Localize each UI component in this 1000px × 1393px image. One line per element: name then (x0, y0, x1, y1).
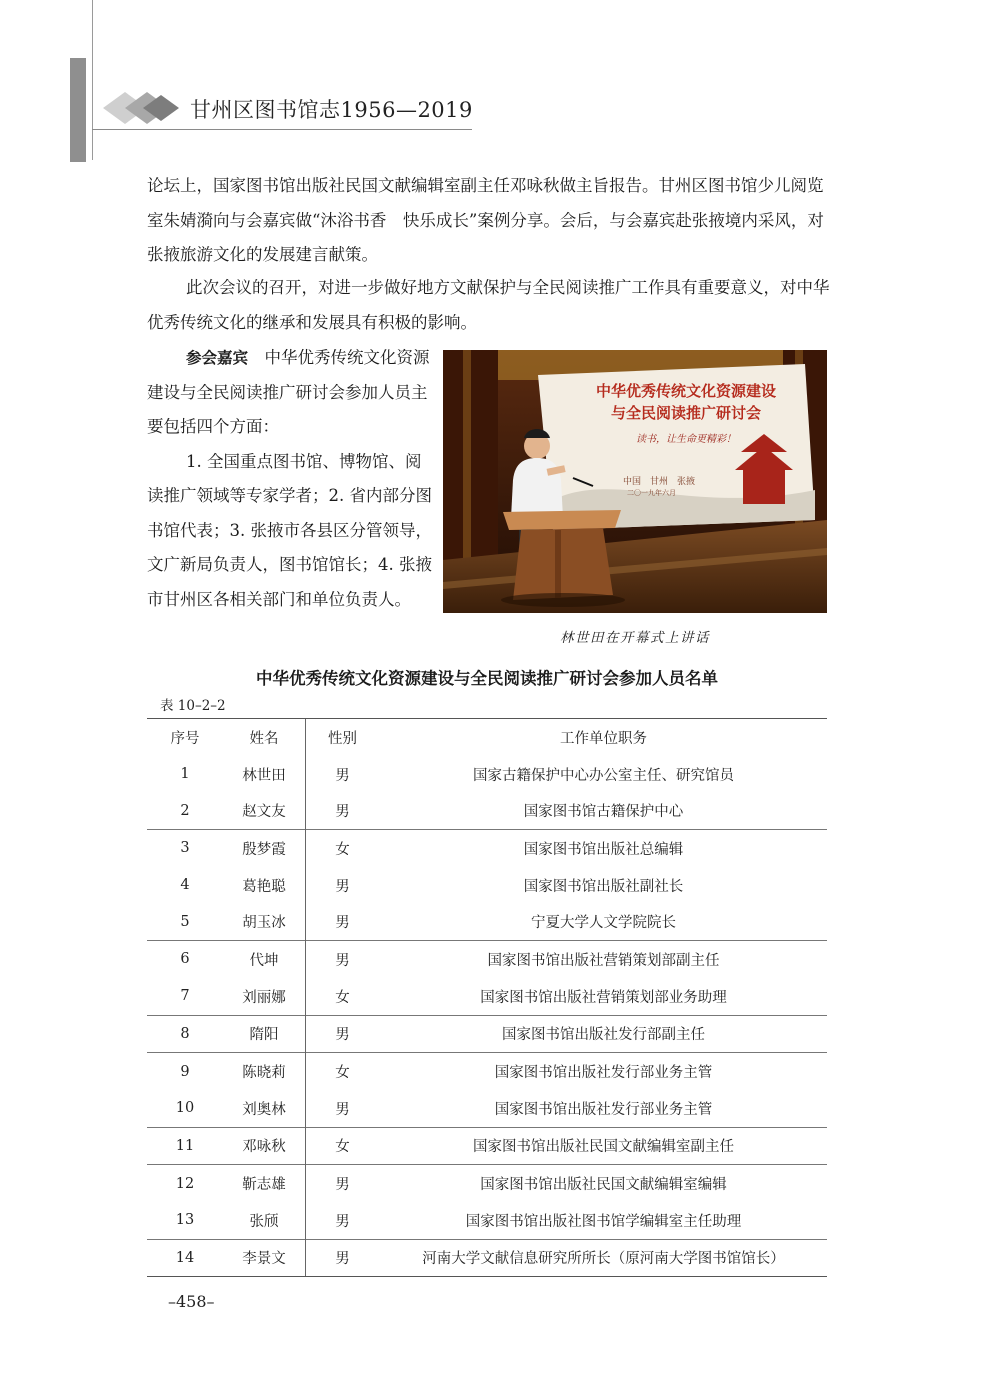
guests-list: 1. 全国重点图书馆、博物馆、阅读推广领域等专家学者；2. 省内部分图书馆代表；3. 张掖市各县区分管领导，文广新局负责人，图书馆馆长；4. 张掖市甘州区各相关部门和单位负责人。 (147, 451, 432, 609)
cell-position: 国家图书馆出版社营销策划部副主任 (487, 952, 720, 969)
banner-title-line-1: 中华优秀传统文化资源建设 (595, 382, 776, 400)
speaker-photo (443, 350, 827, 613)
cell-no: 10 (175, 1100, 195, 1117)
table-row (147, 1127, 827, 1165)
cell-position: 国家图书馆出版社图书馆学编辑室主任助理 (465, 1213, 742, 1230)
cell-position: 国家图书馆出版社发行部业务主管 (494, 1101, 713, 1118)
header-position: 工作单位职务 (560, 730, 647, 747)
cell-position: 国家图书馆出版社副社长 (523, 878, 684, 895)
cell-position: 国家图书馆出版社发行部业务主管 (494, 1065, 713, 1082)
cell-name: 靳志雄 (242, 1177, 286, 1194)
cell-name: 邓咏秋 (242, 1139, 286, 1156)
cell-gender: 男 (335, 878, 350, 895)
participants-table (147, 718, 827, 1277)
table-row (147, 903, 827, 940)
cell-gender: 男 (335, 1251, 350, 1268)
table-column-divider (305, 719, 306, 1276)
header-horizontal-rule (92, 129, 472, 130)
cell-name: 殷梦霞 (242, 841, 286, 858)
paragraph-significance (147, 271, 837, 340)
cell-name: 胡玉冰 (242, 915, 286, 932)
cell-no: 5 (180, 913, 190, 930)
cell-gender: 女 (335, 989, 350, 1006)
cell-gender: 男 (335, 1213, 350, 1230)
page-number: –458– (168, 1292, 215, 1311)
cell-no: 8 (180, 1025, 190, 1042)
header-diamond-ornament (103, 92, 185, 124)
guests-intro: 中华优秀传统文化资源建设与全民阅读推广研讨会参加人员主要包括四个方面： (147, 348, 430, 436)
cell-gender: 男 (335, 952, 350, 969)
cell-gender: 男 (335, 915, 350, 932)
cell-position: 国家图书馆出版社总编辑 (523, 841, 684, 858)
header-no: 序号 (170, 730, 200, 747)
cell-position: 国家图书馆出版社民国文献编辑室编辑 (480, 1177, 727, 1194)
table-body (147, 756, 827, 1277)
header-gender: 性别 (328, 730, 357, 747)
cell-gender: 女 (335, 841, 350, 858)
table-number: 表 10–2–2 (160, 698, 226, 714)
banner-date: 二〇一九年六月 (627, 489, 676, 497)
cell-no: 14 (175, 1249, 195, 1266)
cell-gender: 男 (335, 767, 350, 784)
cell-gender: 男 (335, 1101, 350, 1118)
cell-no: 11 (175, 1137, 195, 1154)
cell-no: 9 (180, 1063, 190, 1080)
cell-position: 国家图书馆古籍保护中心 (523, 804, 684, 821)
paragraph-guests (147, 341, 432, 617)
table-row (147, 1202, 827, 1239)
paragraph-significance-text: 此次会议的召开，对进一步做好地方文献保护与全民阅读推广工作具有重要意义，对中华优秀传统文化的继承和发展具有积极的影响。 (147, 278, 830, 332)
table-header-row (147, 719, 827, 756)
header-vertical-rule (92, 0, 93, 160)
cell-gender: 男 (335, 804, 350, 821)
cell-no: 13 (175, 1212, 195, 1229)
cell-no: 6 (180, 951, 190, 968)
cell-position: 国家古籍保护中心办公室主任、研究馆员 (473, 767, 734, 784)
cell-position: 国家图书馆出版社发行部副主任 (502, 1027, 705, 1044)
cell-gender: 女 (335, 1065, 350, 1082)
header-side-bar (70, 58, 86, 162)
cell-gender: 男 (335, 1177, 350, 1194)
paragraph-forum: 论坛上，国家图书馆出版社民国文献编辑室副主任邓咏秋做主旨报告。甘州区图书馆少儿阅览室朱婧漪向与会嘉宾做“沐浴书香 快乐成长”案例分享。会后，与会嘉宾赴张掖境内采风，对张掖旅游文化的发展建言献策。 (147, 176, 824, 264)
photo-caption: 林世田在开幕式上讲话 (560, 630, 710, 646)
cell-no: 2 (180, 802, 190, 819)
guests-heading: 参会嘉宾 (186, 349, 249, 367)
table-row (147, 1239, 827, 1277)
cell-name: 代坤 (249, 952, 279, 969)
cell-name: 张颀 (249, 1213, 279, 1230)
cell-name: 刘奥林 (242, 1101, 286, 1118)
cell-no: 7 (180, 988, 190, 1005)
cell-name: 赵文友 (242, 804, 286, 821)
cell-position: 宁夏大学人文学院院长 (531, 915, 676, 932)
cell-position: 国家图书馆出版社民国文献编辑室副主任 (473, 1139, 734, 1156)
header-name: 姓名 (249, 730, 279, 747)
cell-name: 林世田 (242, 767, 286, 784)
cell-name: 刘丽娜 (242, 989, 286, 1006)
cell-name: 陈晓莉 (242, 1065, 286, 1082)
cell-gender: 女 (335, 1139, 350, 1156)
banner-title-line-2: 与全民阅读推广研讨会 (610, 404, 761, 422)
banner-slogan: 读书，让生命更精彩！ (636, 434, 736, 445)
table-row (147, 940, 827, 978)
table-title: 中华优秀传统文化资源建设与全民阅读推广研讨会参加人员名单 (256, 669, 718, 688)
table-row (147, 1015, 827, 1053)
table-row (147, 1090, 827, 1127)
table-row (147, 1052, 827, 1090)
table-row (147, 978, 827, 1015)
cell-no: 1 (180, 766, 190, 783)
cell-no: 3 (180, 840, 190, 857)
cell-no: 4 (180, 877, 190, 894)
cell-name: 葛艳聪 (242, 878, 286, 895)
table-row (147, 829, 827, 867)
table-row (147, 756, 827, 793)
table-row (147, 1164, 827, 1202)
running-header-title: 甘州区图书馆志1956—2019 (190, 98, 473, 122)
cell-gender: 男 (335, 1027, 350, 1044)
cell-position: 国家图书馆出版社营销策划部业务助理 (480, 989, 727, 1006)
banner-place: 中国 甘州 张掖 (623, 477, 696, 487)
table-row (147, 792, 827, 829)
cell-no: 12 (175, 1175, 195, 1192)
cell-position: 河南大学文献信息研究所所长（原河南大学图书馆馆长） (422, 1251, 785, 1268)
cell-name: 李景文 (242, 1251, 286, 1268)
table-row (147, 867, 827, 904)
cell-name: 隋阳 (249, 1027, 279, 1044)
